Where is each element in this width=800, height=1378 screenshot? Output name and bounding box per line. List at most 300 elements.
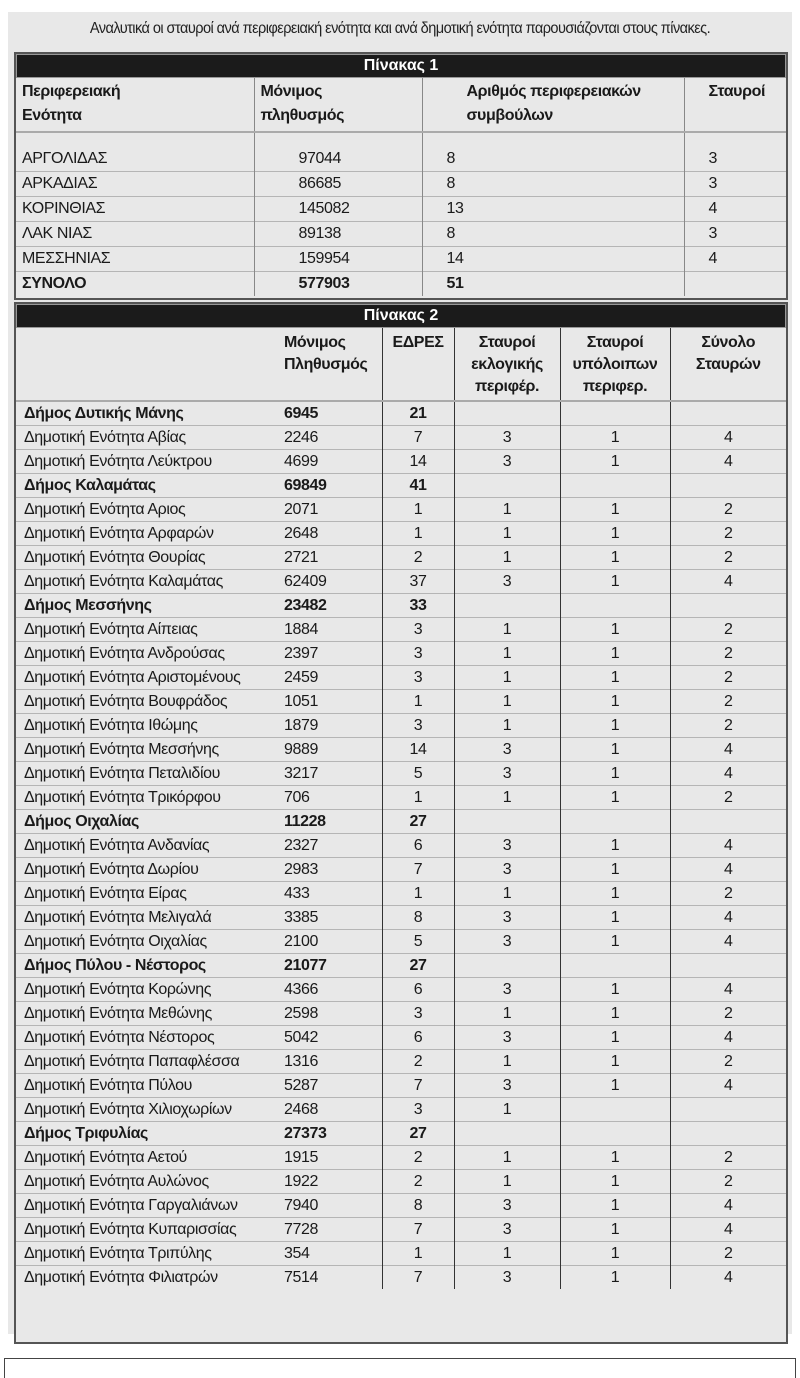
cell-name: Δημοτική Ενότητα Αίπειας: [16, 618, 280, 642]
cell-seats: 41: [382, 474, 454, 498]
table-2-title: Πίνακας 2: [16, 304, 786, 328]
cell-seats: 1: [382, 786, 454, 810]
cell-population: 1316: [280, 1050, 382, 1074]
cell-total-crosses: 4: [670, 1266, 786, 1290]
cell-councillors: 8: [422, 222, 684, 247]
cell-total-crosses: 2: [670, 882, 786, 906]
cell-total-crosses: 4: [670, 762, 786, 786]
cell-seats: 1: [382, 690, 454, 714]
cell-seats: 6: [382, 1026, 454, 1050]
cell-population: 1884: [280, 618, 382, 642]
municipal-unit-row: [16, 1026, 786, 1050]
cell-total-crosses: [670, 474, 786, 498]
cell-total-crosses: 2: [670, 666, 786, 690]
cell-name: Δημοτική Ενότητα Αυλώνος: [16, 1170, 280, 1194]
content-panel: [8, 12, 792, 1334]
municipal-unit-row: [16, 834, 786, 858]
cell-seats: 27: [382, 810, 454, 834]
cell-other-crosses: [560, 474, 670, 498]
cell-name: Δημοτική Ενότητα Πύλου: [16, 1074, 280, 1098]
cell-total-crosses: 2: [670, 1050, 786, 1074]
cell-population: 159954: [254, 247, 422, 272]
table-1-total-row: [16, 272, 786, 297]
cell-electoral-crosses: 1: [454, 1242, 560, 1266]
cell-population: 2246: [280, 426, 382, 450]
municipal-unit-row: [16, 522, 786, 546]
municipal-unit-row: [16, 1266, 786, 1290]
cell-seats: 7: [382, 858, 454, 882]
cell-other-crosses: [560, 1122, 670, 1146]
cell-other-crosses: 1: [560, 1218, 670, 1242]
cell-other-crosses: 1: [560, 1050, 670, 1074]
cell-seats: 8: [382, 1194, 454, 1218]
cell-name: Δημοτική Ενότητα Κορώνης: [16, 978, 280, 1002]
cell-other-crosses: [560, 810, 670, 834]
cell-population: 23482: [280, 594, 382, 618]
cell-name: Δημοτική Ενότητα Κυπαρισσίας: [16, 1218, 280, 1242]
header-crosses: Σταυροί: [684, 78, 786, 132]
municipal-unit-row: [16, 642, 786, 666]
cell-total-crosses: 2: [670, 690, 786, 714]
cell-total-crosses: 2: [670, 546, 786, 570]
cell-councillors: 51: [422, 272, 684, 297]
cell-name: Δημοτική Ενότητα Παπαφλέσσα: [16, 1050, 280, 1074]
municipality-row: [16, 810, 786, 834]
cell-name: Δήμος Τριφυλίας: [16, 1122, 280, 1146]
table-row: [16, 172, 786, 197]
cell-name: Δήμος Δυτικής Μάνης: [24, 405, 184, 422]
cell-councillors: 8: [422, 172, 684, 197]
municipal-unit-row: [16, 1218, 786, 1242]
cell-seats: 7: [382, 1266, 454, 1290]
header-blank: [16, 328, 280, 401]
cell-other-crosses: 1: [560, 978, 670, 1002]
cell-other-crosses: [560, 594, 670, 618]
cell-crosses: 4: [684, 197, 786, 222]
cell-electoral-crosses: 1: [454, 498, 560, 522]
cell-other-crosses: 1: [560, 450, 670, 474]
cell-electoral-crosses: 1: [454, 666, 560, 690]
cell-electoral-crosses: [454, 594, 560, 618]
cell-other-crosses: [560, 1098, 670, 1122]
cell-electoral-crosses: 1: [454, 786, 560, 810]
cell-electoral-crosses: 1: [454, 690, 560, 714]
cell-crosses: 3: [684, 172, 786, 197]
cell-name: Δημοτική Ενότητα Βουφράδος: [16, 690, 280, 714]
cell-electoral-crosses: 1: [454, 642, 560, 666]
cell-councillors: 13: [422, 197, 684, 222]
cell-electoral-crosses: 3: [454, 930, 560, 954]
cell-name: Δήμος Καλαμάτας: [16, 474, 280, 498]
cell-other-crosses: 1: [560, 714, 670, 738]
cell-total-crosses: 4: [670, 1218, 786, 1242]
table-2-body: [16, 401, 786, 1289]
cell-other-crosses: 1: [560, 642, 670, 666]
cell-name: Δημοτική Ενότητα Ανδανίας: [16, 834, 280, 858]
cell-population: 354: [280, 1242, 382, 1266]
cell-population: 1879: [280, 714, 382, 738]
cell-total-crosses: 4: [670, 738, 786, 762]
cell-seats: 2: [382, 1146, 454, 1170]
cell-electoral-crosses: 1: [454, 1170, 560, 1194]
cell-seats: 14: [382, 738, 454, 762]
cell-population: 2327: [280, 834, 382, 858]
cell-total-crosses: [670, 401, 786, 426]
cell-electoral-crosses: 3: [454, 570, 560, 594]
cell-total-crosses: 2: [670, 522, 786, 546]
cell-population: 2071: [280, 498, 382, 522]
cell-crosses: 4: [684, 247, 786, 272]
cell-electoral-crosses: 3: [454, 426, 560, 450]
cell-population: 2598: [280, 1002, 382, 1026]
cell-population: 62409: [280, 570, 382, 594]
cell-other-crosses: 1: [560, 498, 670, 522]
cell-electoral-crosses: 3: [454, 1074, 560, 1098]
cell-population: 4366: [280, 978, 382, 1002]
cell-seats: 33: [382, 594, 454, 618]
cell-population: 2721: [280, 546, 382, 570]
municipal-unit-row: [16, 666, 786, 690]
cell-seats: 3: [382, 642, 454, 666]
cell-name: Δημοτική Ενότητα Αετού: [16, 1146, 280, 1170]
cell-name: Δήμος Μεσσήνης: [16, 594, 280, 618]
cell-electoral-crosses: 3: [454, 762, 560, 786]
cell-total-crosses: 4: [670, 570, 786, 594]
cell-total-crosses: 4: [670, 1074, 786, 1098]
cell-population: 89138: [254, 222, 422, 247]
cell-other-crosses: 1: [560, 1026, 670, 1050]
cell-electoral-crosses: 1: [454, 546, 560, 570]
cell-electoral-crosses: 3: [454, 978, 560, 1002]
cell-total-crosses: 4: [670, 978, 786, 1002]
cell-regional-unit: ΣΥΝΟΛΟ: [16, 272, 254, 297]
cell-name: Δημοτική Ενότητα Αρφαρών: [16, 522, 280, 546]
municipal-unit-row: [16, 1050, 786, 1074]
cell-population: 21077: [280, 954, 382, 978]
cell-other-crosses: 1: [560, 930, 670, 954]
cell-population: 5042: [280, 1026, 382, 1050]
cell-total-crosses: [670, 954, 786, 978]
cell-crosses: 3: [684, 222, 786, 247]
cell-other-crosses: 1: [560, 906, 670, 930]
cell-other-crosses: 1: [560, 1194, 670, 1218]
cell-other-crosses: 1: [560, 1266, 670, 1290]
cell-other-crosses: 1: [560, 426, 670, 450]
cell-seats: 3: [382, 1098, 454, 1122]
municipal-unit-row: [16, 690, 786, 714]
municipal-unit-row: [16, 570, 786, 594]
cell-population: 2468: [280, 1098, 382, 1122]
municipal-unit-row: [16, 450, 786, 474]
municipality-row: [16, 474, 786, 498]
municipal-unit-row: [16, 930, 786, 954]
header-population: Μόνιμος πληθυσμός: [254, 78, 422, 132]
cell-seats: 6: [382, 834, 454, 858]
cell-electoral-crosses: [454, 401, 560, 426]
cell-seats: 1: [382, 882, 454, 906]
cell-other-crosses: 1: [560, 1242, 670, 1266]
cell-other-crosses: 1: [560, 882, 670, 906]
cell-population: 7940: [280, 1194, 382, 1218]
cell-seats: 37: [382, 570, 454, 594]
municipal-unit-row: [16, 1194, 786, 1218]
cell-electoral-crosses: 3: [454, 1218, 560, 1242]
cell-other-crosses: 1: [560, 618, 670, 642]
cell-electoral-crosses: [454, 954, 560, 978]
header-councillors: Αριθμός περιφερειακών συμβούλων: [422, 78, 684, 132]
table-row: [16, 247, 786, 272]
header-seats: ΕΔΡΕΣ: [382, 328, 454, 401]
cell-total-crosses: 2: [670, 1170, 786, 1194]
cell-electoral-crosses: 3: [454, 858, 560, 882]
municipal-unit-row: [16, 1002, 786, 1026]
cell-population: 577903: [254, 272, 422, 297]
cell-seats: 7: [382, 426, 454, 450]
table-1: [14, 52, 788, 300]
cell-total-crosses: 4: [670, 426, 786, 450]
cell-name: Δημοτική Ενότητα Ανδρούσας: [16, 642, 280, 666]
municipal-unit-row: [16, 426, 786, 450]
cell-councillors: 8: [422, 147, 684, 172]
cell-population: 9889: [280, 738, 382, 762]
cell-name: Δημοτική Ενότητα Τριπύλης: [16, 1242, 280, 1266]
cell-regional-unit: ΜΕΣΣΗΝΙΑΣ: [16, 247, 254, 272]
header-electoral-crosses: Σταυροί εκλογικής περιφέρ.: [454, 328, 560, 401]
cell-electoral-crosses: 1: [454, 1050, 560, 1074]
cell-crosses: [684, 272, 786, 297]
cell-population: 6945: [284, 405, 318, 422]
cell-other-crosses: [560, 954, 670, 978]
cell-seats: 14: [382, 450, 454, 474]
cell-name: Δημοτική Ενότητα Μελιγαλά: [16, 906, 280, 930]
municipal-unit-row: [16, 1074, 786, 1098]
municipal-unit-row: [16, 762, 786, 786]
cell-seats: 1: [382, 522, 454, 546]
cell-name: Δημοτική Ενότητα Νέστορος: [16, 1026, 280, 1050]
cell-population: 2100: [280, 930, 382, 954]
cell-population: 2648: [280, 522, 382, 546]
cell-other-crosses: 1: [560, 1002, 670, 1026]
cell-electoral-crosses: 3: [454, 1194, 560, 1218]
cell-electoral-crosses: 1: [454, 714, 560, 738]
municipal-unit-row: [16, 498, 786, 522]
cell-electoral-crosses: 3: [454, 1026, 560, 1050]
cell-regional-unit: ΚΟΡΙΝΘΙΑΣ: [16, 197, 254, 222]
cell-name: Δημοτική Ενότητα Φιλιατρών: [16, 1266, 280, 1290]
municipal-unit-row: [16, 786, 786, 810]
cell-seats: 27: [382, 1122, 454, 1146]
cell-name: Δημοτική Ενότητα Ιθώμης: [16, 714, 280, 738]
table-1-title: Πίνακας 1: [16, 54, 786, 78]
cell-name: Δημοτική Ενότητα Οιχαλίας: [16, 930, 280, 954]
cell-name: Δημοτική Ενότητα Μεσσήνης: [16, 738, 280, 762]
cell-population: 2983: [280, 858, 382, 882]
cell-name: Δημοτική Ενότητα Αριστομένους: [16, 666, 280, 690]
intro-text: Αναλυτικά οι σταυροί ανά περιφερειακή ενότητα και ανά δημοτική ενότητα παρουσιάζονται στους πίνακες.: [89, 20, 711, 37]
cell-name: Δημοτική Ενότητα Αριος: [16, 498, 280, 522]
municipal-unit-row: [16, 882, 786, 906]
cell-population: 1922: [280, 1170, 382, 1194]
cell-total-crosses: 2: [670, 618, 786, 642]
cell-name: Δημοτική Ενότητα Θουρίας: [16, 546, 280, 570]
cell-total-crosses: 4: [670, 1026, 786, 1050]
cell-name: Δήμος Οιχαλίας: [16, 810, 280, 834]
cell-other-crosses: 1: [560, 858, 670, 882]
table-row: [16, 197, 786, 222]
cell-total-crosses: 2: [670, 498, 786, 522]
cell-name: Δημοτική Ενότητα Χιλιοχωρίων: [16, 1098, 280, 1122]
header-other-crosses: Σταυροί υπόλοιπων περιφερ.: [560, 328, 670, 401]
municipal-unit-row: [16, 858, 786, 882]
cell-other-crosses: 1: [560, 546, 670, 570]
cell-total-crosses: 2: [670, 786, 786, 810]
cell-name: Δημοτική Ενότητα Μεθώνης: [16, 1002, 280, 1026]
cell-other-crosses: 1: [560, 1146, 670, 1170]
cell-total-crosses: 2: [670, 714, 786, 738]
cell-seats: 2: [382, 1170, 454, 1194]
table-row: [16, 222, 786, 247]
cell-population: 1051: [280, 690, 382, 714]
cell-total-crosses: 2: [670, 1242, 786, 1266]
cell-name: Δημοτική Ενότητα Γαργαλιάνων: [16, 1194, 280, 1218]
cell-electoral-crosses: 1: [454, 1002, 560, 1026]
municipal-unit-row: [16, 906, 786, 930]
cell-electoral-crosses: 1: [454, 618, 560, 642]
table-1-body: [16, 132, 786, 296]
cell-name: Δήμος Πύλου - Νέστορος: [16, 954, 280, 978]
municipal-unit-row: [16, 546, 786, 570]
cell-population: 2459: [280, 666, 382, 690]
cell-seats: 21: [382, 401, 454, 426]
table-2-header-row: [16, 328, 786, 401]
municipal-unit-row: [16, 1170, 786, 1194]
cell-name: Δημοτική Ενότητα Αβίας: [16, 426, 280, 450]
cell-other-crosses: [560, 401, 670, 426]
cell-total-crosses: 4: [670, 858, 786, 882]
cell-population: 7514: [280, 1266, 382, 1290]
cell-name: Δημοτική Ενότητα Τρικόρφου: [16, 786, 280, 810]
cell-seats: 5: [382, 930, 454, 954]
cell-total-crosses: 4: [670, 834, 786, 858]
cell-electoral-crosses: [454, 1122, 560, 1146]
cell-seats: 1: [382, 1242, 454, 1266]
cell-population: 145082: [254, 197, 422, 222]
municipal-unit-row: [16, 1098, 786, 1122]
cell-electoral-crosses: 1: [454, 882, 560, 906]
municipal-unit-row: [16, 1242, 786, 1266]
cell-total-crosses: [670, 594, 786, 618]
cell-population: 27373: [280, 1122, 382, 1146]
cell-electoral-crosses: 3: [454, 1266, 560, 1290]
cell-electoral-crosses: 3: [454, 906, 560, 930]
cell-population: 4699: [280, 450, 382, 474]
cell-name: Δημοτική Ενότητα Λεύκτρου: [16, 450, 280, 474]
cell-population: 86685: [254, 172, 422, 197]
cell-population: 433: [280, 882, 382, 906]
cell-total-crosses: 2: [670, 1002, 786, 1026]
cell-electoral-crosses: [454, 474, 560, 498]
cell-other-crosses: 1: [560, 690, 670, 714]
cell-total-crosses: 2: [670, 642, 786, 666]
cell-other-crosses: 1: [560, 834, 670, 858]
cell-seats: 2: [382, 1050, 454, 1074]
cell-name: Δημοτική Ενότητα Πεταλιδίου: [16, 762, 280, 786]
cell-total-crosses: [670, 810, 786, 834]
cell-seats: 5: [382, 762, 454, 786]
cell-seats: 7: [382, 1218, 454, 1242]
cell-seats: 6: [382, 978, 454, 1002]
spacer-row: [16, 132, 786, 147]
municipal-unit-row: [16, 714, 786, 738]
cell-population: 3217: [280, 762, 382, 786]
cell-seats: 27: [382, 954, 454, 978]
table-1-header-row: [16, 78, 786, 132]
table-1-grid: [16, 78, 786, 296]
cell-seats: 2: [382, 546, 454, 570]
cell-other-crosses: 1: [560, 786, 670, 810]
cell-crosses: 3: [684, 147, 786, 172]
cell-population: 11228: [280, 810, 382, 834]
municipality-row: [16, 401, 786, 426]
cell-electoral-crosses: [454, 810, 560, 834]
cell-population: 3385: [280, 906, 382, 930]
cell-name: Δημοτική Ενότητα Είρας: [16, 882, 280, 906]
municipal-unit-row: [16, 978, 786, 1002]
cell-electoral-crosses: 1: [454, 1098, 560, 1122]
cell-other-crosses: 1: [560, 1170, 670, 1194]
cell-regional-unit: ΑΡΚΑΔΙΑΣ: [16, 172, 254, 197]
cell-other-crosses: 1: [560, 570, 670, 594]
cell-other-crosses: 1: [560, 738, 670, 762]
cell-seats: 7: [382, 1074, 454, 1098]
municipal-unit-row: [16, 738, 786, 762]
cell-electoral-crosses: 3: [454, 450, 560, 474]
cell-councillors: 14: [422, 247, 684, 272]
cell-total-crosses: 2: [670, 1146, 786, 1170]
cell-name: Δημοτική Ενότητα Δωρίου: [16, 858, 280, 882]
cell-population: 97044: [254, 147, 422, 172]
municipality-row: [16, 954, 786, 978]
header-population: Μόνιμος Πληθυσμός: [280, 328, 382, 401]
table-2-grid: [16, 328, 786, 1289]
cell-seats: 3: [382, 714, 454, 738]
cell-name: Δημοτική Ενότητα Καλαμάτας: [16, 570, 280, 594]
cell-electoral-crosses: 1: [454, 522, 560, 546]
cell-total-crosses: 4: [670, 450, 786, 474]
cell-total-crosses: [670, 1098, 786, 1122]
cell-population: 706: [280, 786, 382, 810]
cell-population: 1915: [280, 1146, 382, 1170]
cell-other-crosses: 1: [560, 1074, 670, 1098]
header-total-crosses: Σύνολο Σταυρών: [670, 328, 786, 401]
cell-other-crosses: 1: [560, 666, 670, 690]
municipality-row: [16, 594, 786, 618]
cell-regional-unit: ΑΡΓΟΛΙΔΑΣ: [22, 150, 108, 167]
municipal-unit-row: [16, 1146, 786, 1170]
cell-regional-unit: ΛΑΚ ΝΙΑΣ: [16, 222, 254, 247]
cell-seats: 3: [382, 666, 454, 690]
cell-total-crosses: 4: [670, 906, 786, 930]
header-regional-unit: Περιφερειακή Ενότητα: [16, 78, 254, 132]
table-2: [14, 302, 788, 1344]
cell-population: 7728: [280, 1218, 382, 1242]
cell-seats: 8: [382, 906, 454, 930]
cell-population: 5287: [280, 1074, 382, 1098]
cell-other-crosses: 1: [560, 762, 670, 786]
municipality-row: [16, 1122, 786, 1146]
municipal-unit-row: [16, 618, 786, 642]
table-row: [16, 147, 786, 172]
